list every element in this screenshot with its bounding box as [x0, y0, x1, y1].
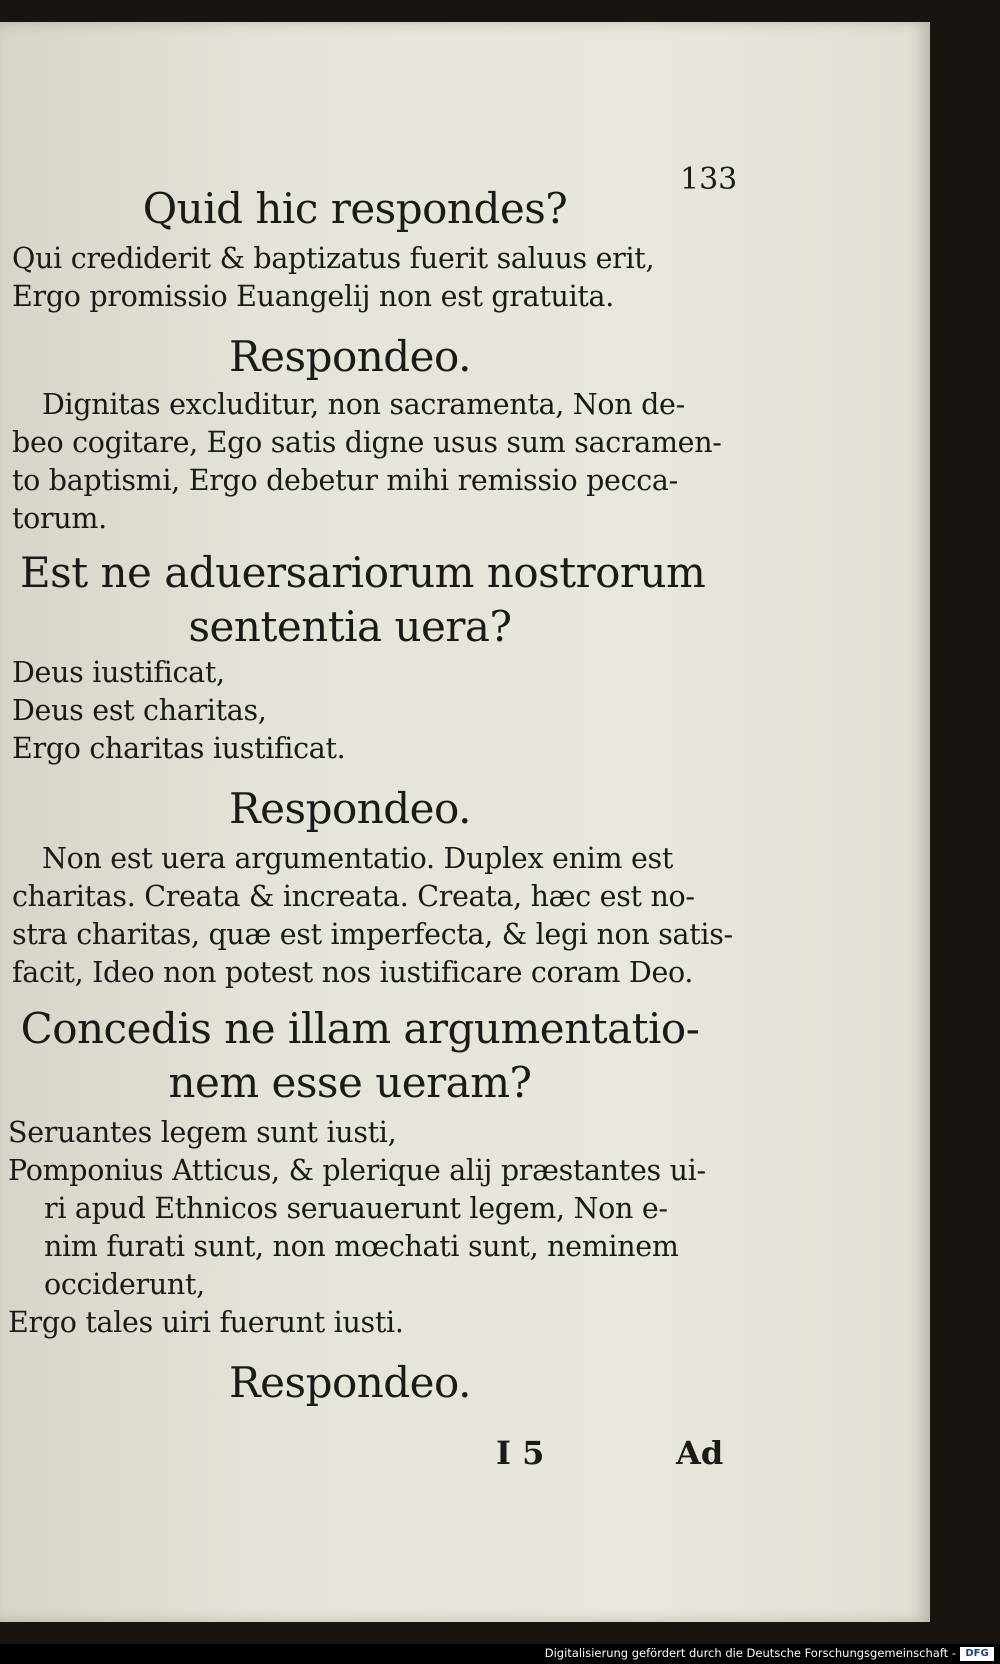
heading-line: Concedis ne illam argumentatio-: [20, 1004, 700, 1053]
signature-mark: I 5: [496, 1434, 545, 1472]
body-line: ri apud Ethnicos seruauerunt legem, Non e-: [44, 1192, 668, 1225]
heading-line: nem esse ueram?: [168, 1058, 532, 1107]
credit-bar: [0, 1644, 1000, 1664]
heading-line: sententia uera?: [188, 602, 512, 651]
body-line: beo cogitare, Ego satis digne usus sum sacramen-: [12, 426, 722, 459]
body-line: Non est uera argumentatio. Duplex enim est: [42, 842, 673, 875]
body-line: stra charitas, quæ est imperfecta, & legi non satis-: [12, 918, 733, 951]
book-page: [0, 22, 930, 1622]
heading-line: Est ne aduersariorum nostrorum: [20, 548, 706, 597]
body-line: Dignitas excluditur, non sacramenta, Non de-: [42, 388, 685, 421]
heading-line: Respondeo.: [229, 1358, 471, 1407]
body-line: Ergo promissio Euangelij non est gratuita.: [12, 280, 615, 313]
body-line: nim furati sunt, non mœchati sunt, neminem: [44, 1230, 679, 1263]
body-line: charitas. Creata & increata. Creata, hæc est no-: [12, 880, 695, 913]
body-line: Qui crediderit & baptizatus fuerit saluus erit,: [12, 242, 655, 275]
body-line: Deus iustificat,: [12, 656, 225, 689]
body-line: facit, Ideo non potest nos iustificare coram Deo.: [12, 956, 694, 989]
page-number: 133: [680, 162, 738, 197]
body-line: Ergo charitas iustificat.: [12, 732, 346, 765]
body-line: Seruantes legem sunt iusti,: [8, 1116, 397, 1149]
catchword: Ad: [676, 1434, 724, 1472]
body-line: Pomponius Atticus, & plerique alij præstantes ui-: [8, 1154, 706, 1187]
credit-text: Digitalisierung gefördert durch die Deutsche Forschungsgemeinschaft -: [544, 1646, 956, 1660]
heading-line: Respondeo.: [229, 784, 471, 833]
body-line: Deus est charitas,: [12, 694, 267, 727]
dfg-logo-icon: DFG: [960, 1647, 994, 1661]
body-line: torum.: [12, 502, 107, 535]
body-line: Ergo tales uiri fuerunt iusti.: [8, 1306, 404, 1339]
heading-line: Respondeo.: [229, 332, 471, 381]
body-line: to baptismi, Ergo debetur mihi remissio pecca-: [12, 464, 678, 497]
body-line: occiderunt,: [44, 1268, 205, 1301]
heading-line: Quid hic respondes?: [142, 184, 568, 233]
